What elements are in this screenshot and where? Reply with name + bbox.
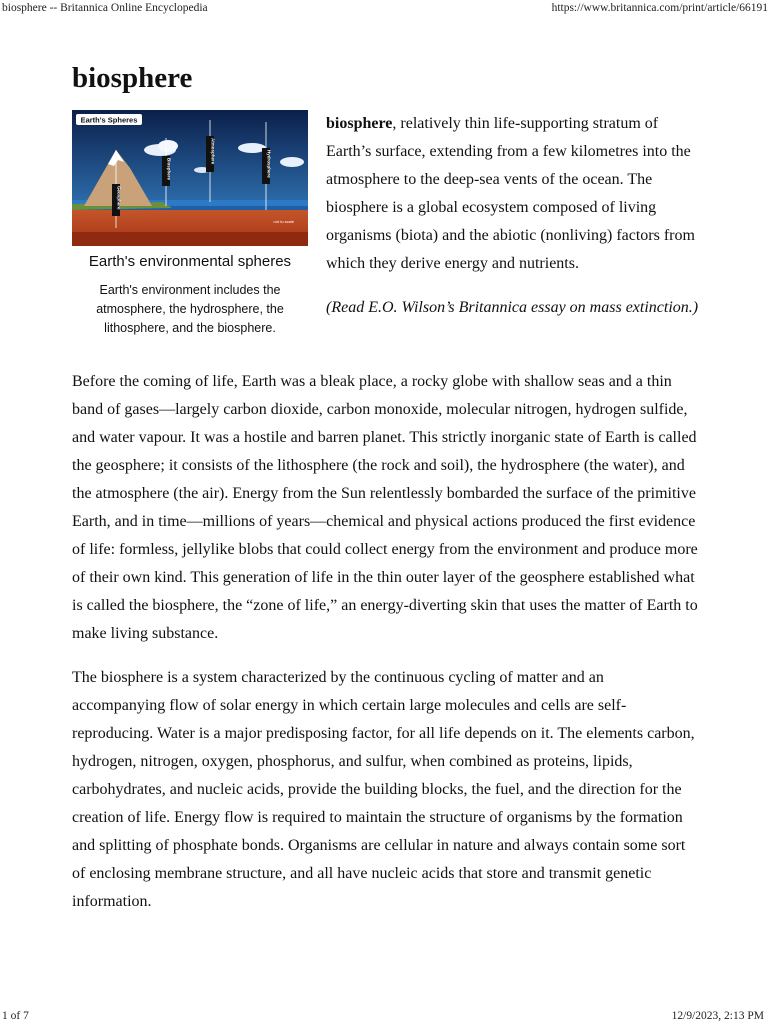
print-footer [0,1008,768,1024]
print-header-title: biosphere -- Britannica Online Encyclopedia [2,2,208,14]
article-title: biosphere [72,62,193,94]
lead-section [326,110,702,322]
lead-text: , relatively thin life-supporting stratum of Earth’s surface, extending from a few kilometres into the atmosphere to the deep-sea vents of the ocean. The biosphere is a global ecosystem composed of living organisms (biota) and the abiotic (nonliving) factors from which they derive energy and nutrients. [326,115,695,272]
sphere-label-biosphere: Biosphere [166,158,172,181]
print-header-url[interactable]: https://www.britannica.com/print/article/66191 [551,2,768,14]
sphere-label-hydrosphere: Hydrosphere [266,150,272,178]
essay-note-link[interactable]: (Read E.O. Wilson’s Britannica essay on mass extinction.) [326,299,699,316]
lead-term: biosphere [326,115,393,132]
earth-spheres-image[interactable] [72,110,308,246]
scale-note: not to scale [273,219,294,224]
sphere-label-atmosphere: Atmosphere [210,138,216,165]
figure [72,110,308,338]
body-paragraph-1: Before the coming of life, Earth was a bleak place, a rocky globe with shallow seas and a thin band of gases—largely carbon dioxide, carbon monoxide, molecular nitrogen, hydrogen sulfide, and water vapour. It was a hostile and barren planet. This strictly inorganic state of Earth is called the geosphere; it consists of the lithosphere (the rock and soil), the hydrosphere (the water), and the atmosphere (the air). Energy from the Sun relentlessly bombarded the surface of the primitive Earth, and in time—millions of years—chemical and physical actions produced the first evidence of life: formless, jellylike blobs that could collect energy from the environment and produce more of their own kind. This generation of life in the thin outer layer of the geosphere established what is called the biosphere, the “zone of life,” an energy-diverting skin that uses the matter of Earth to make living substance. [72,373,698,642]
body-paragraph-2: The biosphere is a system characterized by the continuous cycling of matter and an accompanying flow of solar energy in which certain large molecules and cells are self-reproducing. Water is a major predisposing factor, for all life depends on it. The elements carbon, hydrogen, nitrogen, oxygen, phosphorus, and sulfur, when combined as proteins, lipids, carbohydrates, and nucleic acids, provide the building blocks, the fuel, and the direction for the creation of life. Energy flow is required to maintain the structure of organisms by the formation and splitting of phosphate bonds. Organisms are cellular in nature and always contain some sort of enclosing membrane structure, and all have nucleic acids that store and transmit genetic information. [72,669,695,910]
lead-paragraph [326,110,702,278]
article-body [72,368,698,932]
print-header [0,0,768,16]
figure-caption-text: Earth's environment includes the atmosphere, the hydrosphere, the lithosphere, and the biosphere. [96,283,284,335]
image-label: Earth's Spheres [80,115,138,125]
sphere-label-geosphere: Geosphere [116,186,122,210]
page-number: 1 of 7 [2,1010,29,1022]
print-datetime: 12/9/2023, 2:13 PM [671,1010,764,1022]
figure-caption-title: Earth's environmental spheres [88,253,292,270]
